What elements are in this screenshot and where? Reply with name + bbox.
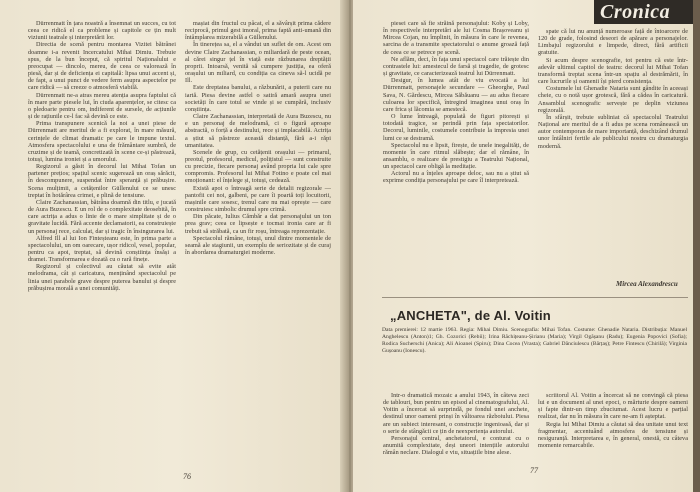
- paragraph: Si acum despre scenografie, tot pentru că este într-adevăr ultimul capitol de teatru: decorul lui Mihai Tofan transformă treptat scena într-un spațiu al destrămării, în care lucrurile și oamenii își pierd consistența.: [538, 56, 688, 86]
- paragraph: Spectacolul nu e lipsit, firește, de unele inegalități, de momente în care ritmul slăbește; dar el rămâne, în ansamblu, o realizare de prestigiu a Teatrului Național, un spectacol care obligă la meditație.: [383, 141, 529, 171]
- paragraph: Există apoi o întreagă serie de detalii regizorale — pantofii cei noi, galbeni, pe care îi poartă toți locuitorii, mașinile care sosesc, trenul care nu mai oprește — care construiesc simbolic drumul spre crimă.: [185, 184, 331, 214]
- paragraph: piesei care să fie străină personajului: Koby și Loby, în respectivele interpretări ale lui Cosma Brașoveanu și Mircea Cojan, nu împlinit, în măsura în care le revenea, sarcina de a transmite spectatorului o anume groază față de ceea ce se petrece pe scenă.: [383, 20, 529, 56]
- book-edge-right: [693, 0, 700, 492]
- paragraph: Este dreptatea banului, a răzbunării, a puterii care nu iartă. Piesa devine astfel o satiră amară asupra unei societăți în care totul se vinde și se cumpără, inclusiv conștiința.: [185, 84, 331, 113]
- author-signature: Mircea Alexandrescu: [616, 280, 678, 288]
- paragraph: Personajul central, anchetatorul, e conturat cu o anumită complexitate, deși uneori intențiile autorului rămân neclare. Dialogul e viu, situațiile bine alese.: [383, 434, 529, 457]
- paragraph: Dürrenmatt în țara noastră a însemnat un succes, cu tot ceea ce ridică el ca probleme și capitole ce țin mult viziunii teatrale și interpretării lor.: [28, 20, 176, 42]
- page-number-left: 76: [183, 472, 191, 481]
- page-number-right: 77: [530, 466, 538, 475]
- paragraph: Scenele de grup, cu cetățenii orașului — primarul, preotul, profesorul, medicul, polițistul — sunt construite cu precizie, fiecare personaj având propria lui cale spre compromis. Profesorul lui Mihai Fotino e poate cel mai emoționant: el înțelege și, totuși, cedează.: [185, 148, 331, 185]
- right-page-column-1: [383, 20, 529, 292]
- paragraph: Regizorul și colectivul au căutat să evite atât melodrama, cât și caricatura, menținând spectacolul pe linia unei parabole grave despre puterea banului și despre prăbușirea morală a unei comunități.: [28, 263, 176, 292]
- paragraph: Spectacolul rămâne, totuși, unul dintre momentele de seamă ale stagiunii, un exemplu de seriozitate și de curaj în abordarea dramaturgiei moderne.: [185, 234, 331, 256]
- paragraph: Claire Zachanassian, interpretată de Aura Buzescu, nu e un personaj de melodramă, ci o figură aproape abstractă, o forță a destinului, rece și implacabilă. Actrița a știut să păstreze această distanță, fără a-i răpi umanitatea.: [185, 113, 331, 149]
- paragraph: Prima transpunere scenică la noi a unei piese de Dürrenmatt are meritul de a fi explorat, în mare măsură, cerințele de climat dramatic pe care le impune textul. Atmosfera spectacolului e una de frământare sumbră, de cruzime și de teamă, concretizată în scene ce-și păstrează, totuși, lumina ironiei și a umorului.: [28, 120, 176, 163]
- paragraph: Desigur, în lumea atât de viu evocată a lui Dürrenmatt, personajele secundare — Gheorghe, Paul Sava, N. Gărdescu, Mircea Săbăuanu — au adus fiecare culoarea lor specifică, întregind imaginea unui oraș în care frica și lăcomia se amestecă.: [383, 77, 529, 113]
- article-separator: [382, 297, 688, 298]
- paragraph: Actorul nu a înțeles aproape deloc, sau nu a știut să exprime condiția personajului pe care îl interpretează.: [383, 170, 529, 185]
- paragraph: Ne aflăm, deci, în fața unui spectacol care trăiește din contrastele lui: amestecul de farsă și tragedie, de grotesc și gravitate, ce caracterizează teatrul lui Dürrenmatt.: [383, 55, 529, 78]
- paragraph: Regizorul a găsit în decorul lui Mihai Tofan un partener prețios; spațiul scenic sugerează un oraș sărăcit, în descompunere, suspendat între speranță și prăbușire. Scena mulțimii, a cetățenilor Güllenului ce se unesc treptat în hotărârea crimei, e plină de tensiune.: [28, 163, 176, 199]
- paragraph: În sfârșit, trebuie subliniat că spectacolul Teatrului Național are meritul de a fi adus pe scena românească un autor contemporan de mare importanță, deschizând drumul unor întâlniri fertile ale publicului nostru cu dramaturgia modernă.: [538, 113, 688, 150]
- paragraph: Claire Zachanassian, bătrâna doamnă din titlu, e jucată de Aura Buzescu. E un rol de o complexitate deosebită, în care actrița a adus o linie de o mare simplitate și de o gravitate lucidă. Fără accente declamatorii, ea construiește un personaj rece, calculat, dar și tragic în însingurarea lui.: [28, 198, 176, 235]
- paragraph: Regia lui Mihai Dimiu a căutat să dea unitate unui text fragmentar, accentuând atmosfera de tensiune și nesiguranță. Interpretarea e, în general, onestă, cu câteva momente remarcabile.: [538, 420, 688, 450]
- paragraph: Dürrenmatt ne-a atras mereu atenția asupra faptului că în mare parte piesele lui, în ciuda aparențelor, se citesc ca o pledoarie pentru om, indiferent de sursele, de acțiunile și de rațiunile ce-l fac să devină ce este.: [28, 91, 176, 121]
- left-page-column-2: [185, 20, 331, 460]
- paragraph: Directia de scenă pentru montarea Vizitei bătrânei doamne i-a revenit Incercatului Mihai Dimiu. Trebuie spus, de la bun început, că spiritul Naționalului e preocupat — dincolo, mereu, de ceea ce valorează în piesă, dar și de deficiența ei capitală: lipsa unui accent și, de fapt, a unui punct de vedere ferm asupra aspectelor pe care ridică — să creeze o atmosferă viabilă.: [28, 41, 176, 92]
- paragraph: În tinerețea sa, el a vândut un suflet de om. Acest om devine Claire Zachanassian, o miliardară de peste ocean, al cărei singur țel în viață este răzbunarea dreptății proprii. Intoarsă, venită să cumpere justiția, ea oferă orașului un miliard, cu condiția ca cineva să-l ucidă pe Ill.: [185, 41, 331, 85]
- paragraph: Alfred Ill al lui Ion Finteșteanu este, în prima parte a spectacolului, un om oarecare, ușor ridicol, vesel, popular, pentru ca apoi, treptat, să devină conștiința însăși a dramei. Transformarea e dozată cu o rară finețe.: [28, 234, 176, 264]
- paragraph: O lume întreagă, populată de figuri pitorești și totodată tragice, se perindă prin fața spectatorilor. Decorul, luminile, costumele contribuie la impresia unei lumi ce se destramă.: [383, 113, 529, 142]
- left-page: [0, 0, 347, 492]
- paragraph: scriitorul Al. Voitin a încercat să ne convingă că piesa lui e un document al unei epoci, o mărturie despre oameni și fapte dintr-un timp zbuciumat. Acest lucru e parțial realizat, dar nu în măsura în care ne-am fi așteptat.: [538, 392, 688, 421]
- section-header-cronica: Cronica: [594, 0, 694, 24]
- paragraph: mașiat din fructul cu pâcat, el a săvârșit prima cădere reciprocă, primul gest imoral, prima faptă anti-umană din întâmplarea mizerabilă a Güllenului.: [185, 20, 331, 42]
- right-page-column-2: [538, 28, 688, 278]
- paragraph: Intr-o dramatică mozaic a anului 1943, în câteva zeci de tablouri, bun pentru un episod al cinematografului, Al. Voitin a încercat să surprindă, pe fondul unei anchete, destinul unor oameni prinși în vâltoarea războiului. Piesa are un subiect interesant, o construcție ingenioasă, dar și o serie de stângăcii ce țin de neexperiența autorului.: [383, 392, 529, 435]
- right-page-column-3: [383, 392, 529, 466]
- paragraph: Costumele lui Ghenadie Nataria sunt gândite în aceeași cheie, cu o notă ușor grotescă, fără a cădea în caricatură. Ansamblul scenografic servește pe deplin viziunea regizorală.: [538, 85, 688, 114]
- article-credits: Data premierei: 12 martie 1963. Regia: Mihai Dimiu. Scenografia: Mihai Tofan. Costume: Ghenadie Nataria. Distribuția: Manuel Anghelescu (Anton)1; Gh. Cozorici (Rebii); Irina Răchițeanu-Șirianu (Maria); Virgil Ogășanu (Radu); Eugenia Popovici (Sofia); Rodica Sucherschi (Anica); Ali Aioanei (Spiru); Dina Cocea (Vrasta); Gabriel Dănciulescu (Bărțaș); Petre Fintescu (Chirilă); Virginia Gușoanu (Ionescu).: [382, 327, 687, 354]
- right-page-column-4: [538, 392, 688, 466]
- paragraph: Din păcate, Iulius Cămbăr a dat personajului un ton prea grav; ceea ce lipsește e tocmai ironia care ar fi trebuit să străbată, ca un fir roșu, întreaga reprezentație.: [185, 213, 331, 235]
- paragraph: spate că lui nu anunță numeroase față de întoarcere de 120 de grade, folosind deseori de apărare a personajelor. Limbajul regizorului e limpede, direct, fără artificii gratuite.: [538, 28, 688, 57]
- article-title: „ANCHETA", de Al. Voitin: [390, 308, 551, 323]
- left-page-column-1: [28, 20, 176, 460]
